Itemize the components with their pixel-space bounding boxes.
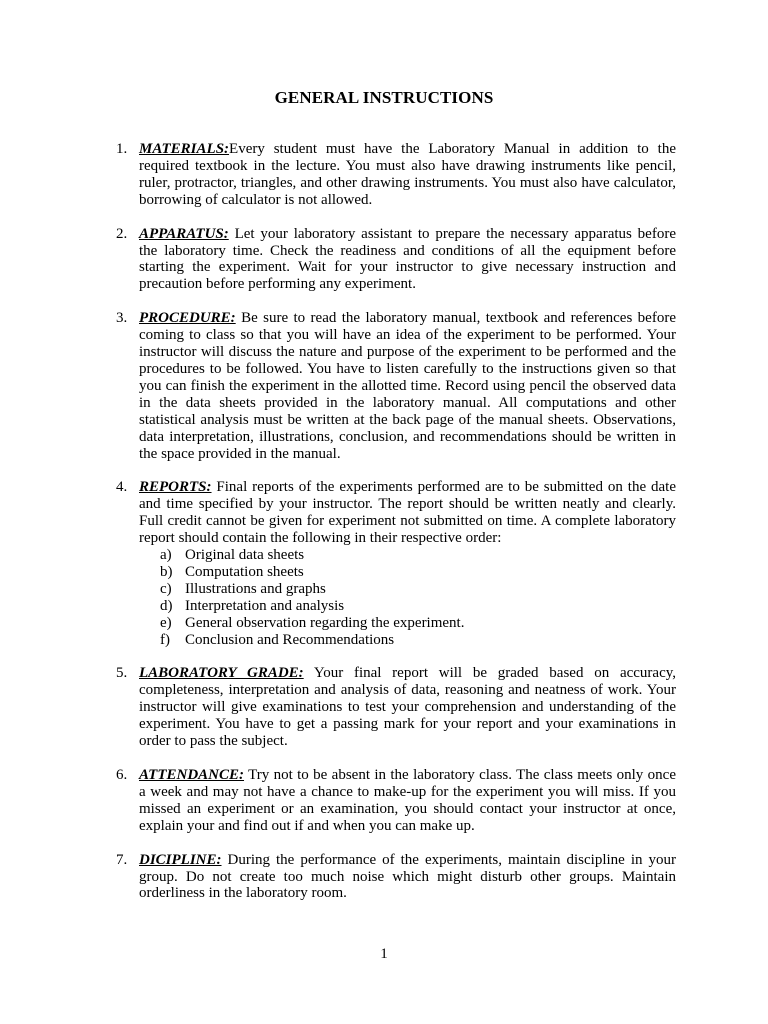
item-number: 7. [116,851,128,868]
item-number: 5. [116,665,128,682]
sub-item-text: Interpretation and analysis [185,597,345,614]
item-heading: LABORATORY GRADE: [139,665,304,682]
sub-item-text: Original data sheets [185,547,305,564]
sub-item-letter: c) [160,580,172,597]
item-text: During the performance of the experiments, maintain discipline in your group. Do not create too much noise which might disturb other groups. Maintain orderliness in the laboratory room. [139,851,676,902]
sub-list-item [160,581,676,598]
item-number: 2. [116,225,128,242]
page-title: GENERAL INSTRUCTIONS [274,88,494,107]
sub-list-item [160,632,676,649]
item-heading: REPORTS: [139,479,212,496]
report-contents-list [139,547,676,648]
list-item-discipline [116,852,676,903]
item-heading: MATERIALS: [139,141,230,157]
item-text: Your final report will be graded based on accuracy, completeness, interpretation and analysis of data, reasoning and neatness of work. Your instructor will give examinations to test your comprehension and understanding of the experiment. You have to get a passing mark for your report and your examinations in order to pass the subject. [139,665,676,750]
item-text: Final reports of the experiments performed are to be submitted on the date and time specified by your instructor. The report should be written neatly and clearly. Full credit cannot be given for experiment not submitted on time. A complete laboratory report should contain the following in their respective order: [139,479,676,547]
sub-item-letter: d) [160,597,173,614]
item-number: 3. [116,310,128,327]
list-item-procedure [116,310,676,462]
list-item-reports [116,479,676,648]
page-number: 1 [380,946,388,962]
list-item-laboratory-grade [116,665,676,750]
list-item-attendance [116,767,676,835]
sub-item-letter: e) [160,614,172,631]
list-item-apparatus [116,226,676,294]
sub-item-text: Conclusion and Recommendations [185,631,395,648]
item-heading: PROCEDURE: [139,310,236,327]
sub-list-item [160,564,676,581]
item-text: Try not to be absent in the laboratory class. The class meets only once a week and may not have a chance to make-up for the experiment you will miss. If you missed an experiment or an examination, you should contact your instructor at once, explain your and find out if and when you can make up. [139,767,676,834]
sub-list-item [160,615,676,632]
item-number: 6. [116,767,128,783]
sub-item-text: Computation sheets [185,563,304,580]
sub-item-text: General observation regarding the experiment. [185,614,465,631]
item-heading: APPARATUS: [139,225,229,242]
sub-item-letter: b) [160,563,173,580]
item-text: Every student must have the Laboratory Manual in addition to the required textbook in the lecture. You must also have drawing instruments like pencil, ruler, protractor, triangles, and other drawing instruments. You must also have calculator, borrowing of calculator is not allowed. [139,141,676,208]
sub-item-letter: a) [160,547,172,564]
item-heading: ATTENDANCE: [139,767,245,783]
instruction-list [116,141,676,919]
item-number: 1. [116,141,128,157]
item-number: 4. [116,479,128,496]
item-heading: DICIPLINE: [139,851,222,868]
sub-item-text: Illustrations and graphs [185,580,326,597]
list-item-materials [116,141,676,209]
sub-list-item [160,598,676,615]
item-text: Be sure to read the laboratory manual, textbook and references before coming to class so that you will have an idea of the experiment to be performed. Your instructor will discuss the nature and purpose of the experiment to be performed and the procedures to be followed. You have to listen carefully to the instructions given so that you can finish the experiment in the allotted time. Record using pencil the observed data in the data sheets provided in the laboratory manual. All computations and other statistical analysis must be written at the back page of the manual sheets. Observations, data interpretation, illustrations, conclusion, and recommendations should be written in the space provided in the manual. [139,310,676,462]
sub-item-letter: f) [160,631,170,648]
item-text: Let your laboratory assistant to prepare the necessary apparatus before the laboratory time. Check the readiness and conditions of all the equipment before starting the experiment. Wait for your instructor to give necessary instruction and precaution before performing any experiment. [139,225,676,293]
sub-list-item [160,547,676,564]
